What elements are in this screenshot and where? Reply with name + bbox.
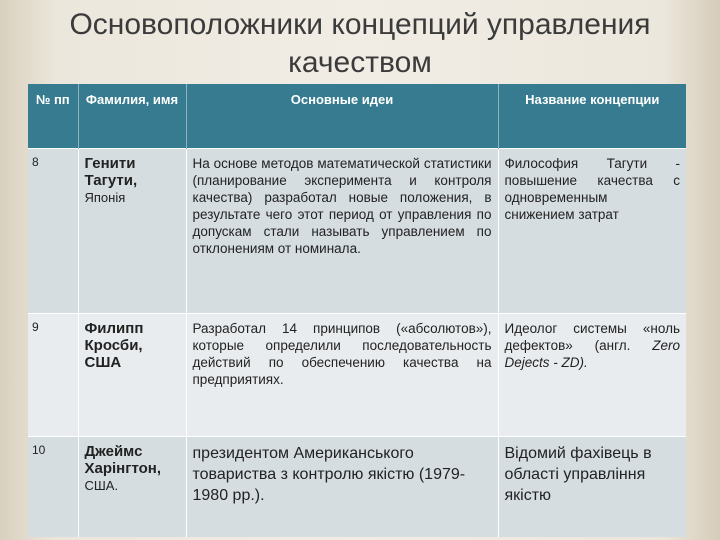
slide-title-line1: Основоположники концепций управления xyxy=(69,8,651,41)
row-concept: Философия Тагути - повышение качества с одновременным снижением затрат xyxy=(498,149,686,314)
row-num: 8 xyxy=(28,149,78,314)
row-concept-text: Идеолог системы «ноль дефектов» (англ. xyxy=(504,321,680,353)
row-num: 9 xyxy=(28,314,78,437)
row-country: Японія xyxy=(84,190,126,205)
row-country: США xyxy=(84,354,122,371)
slide-title-line2: качеством xyxy=(288,46,432,79)
row-name-cell xyxy=(78,437,186,538)
row-name-cell xyxy=(78,149,186,314)
row-name: Генити Тагути, xyxy=(84,155,138,189)
table-row xyxy=(28,437,686,538)
row-num: 10 xyxy=(28,437,78,538)
row-name: Джеймс Харінгтон, xyxy=(84,443,162,477)
header-num: № пп xyxy=(28,84,78,149)
header-name: Фамилия, имя xyxy=(78,84,186,149)
row-concept xyxy=(498,314,686,437)
row-ideas: На основе методов математической статистики (планирование эксперимента и контроля качества) разработал новые положения, в результате чего этот период от управления по допускам стали называть управлением по отклонениям от номинала. xyxy=(186,149,498,314)
table-row xyxy=(28,149,686,314)
row-name-cell xyxy=(78,314,186,437)
row-ideas: президентом Американського товариства з контролю якістю (1979-1980 рр.). xyxy=(186,437,498,538)
row-concept: Відомий фахівець в області управління якістю xyxy=(498,437,686,538)
row-concept-italic: Zero Dejects - ZD). xyxy=(504,338,680,370)
row-name: Филипп Кросби, xyxy=(84,320,144,354)
row-country: США. xyxy=(84,478,119,493)
header-ideas: Основные идеи xyxy=(186,84,498,149)
founders-table xyxy=(28,84,686,537)
table-header-row xyxy=(28,84,686,149)
header-concept: Название концепции xyxy=(498,84,686,149)
slide-title xyxy=(0,6,720,82)
row-ideas: Разработал 14 принципов («абсолютов»), которые определили последовательность действий по обеспечению качества на предприятиях. xyxy=(186,314,498,437)
table-row xyxy=(28,314,686,437)
